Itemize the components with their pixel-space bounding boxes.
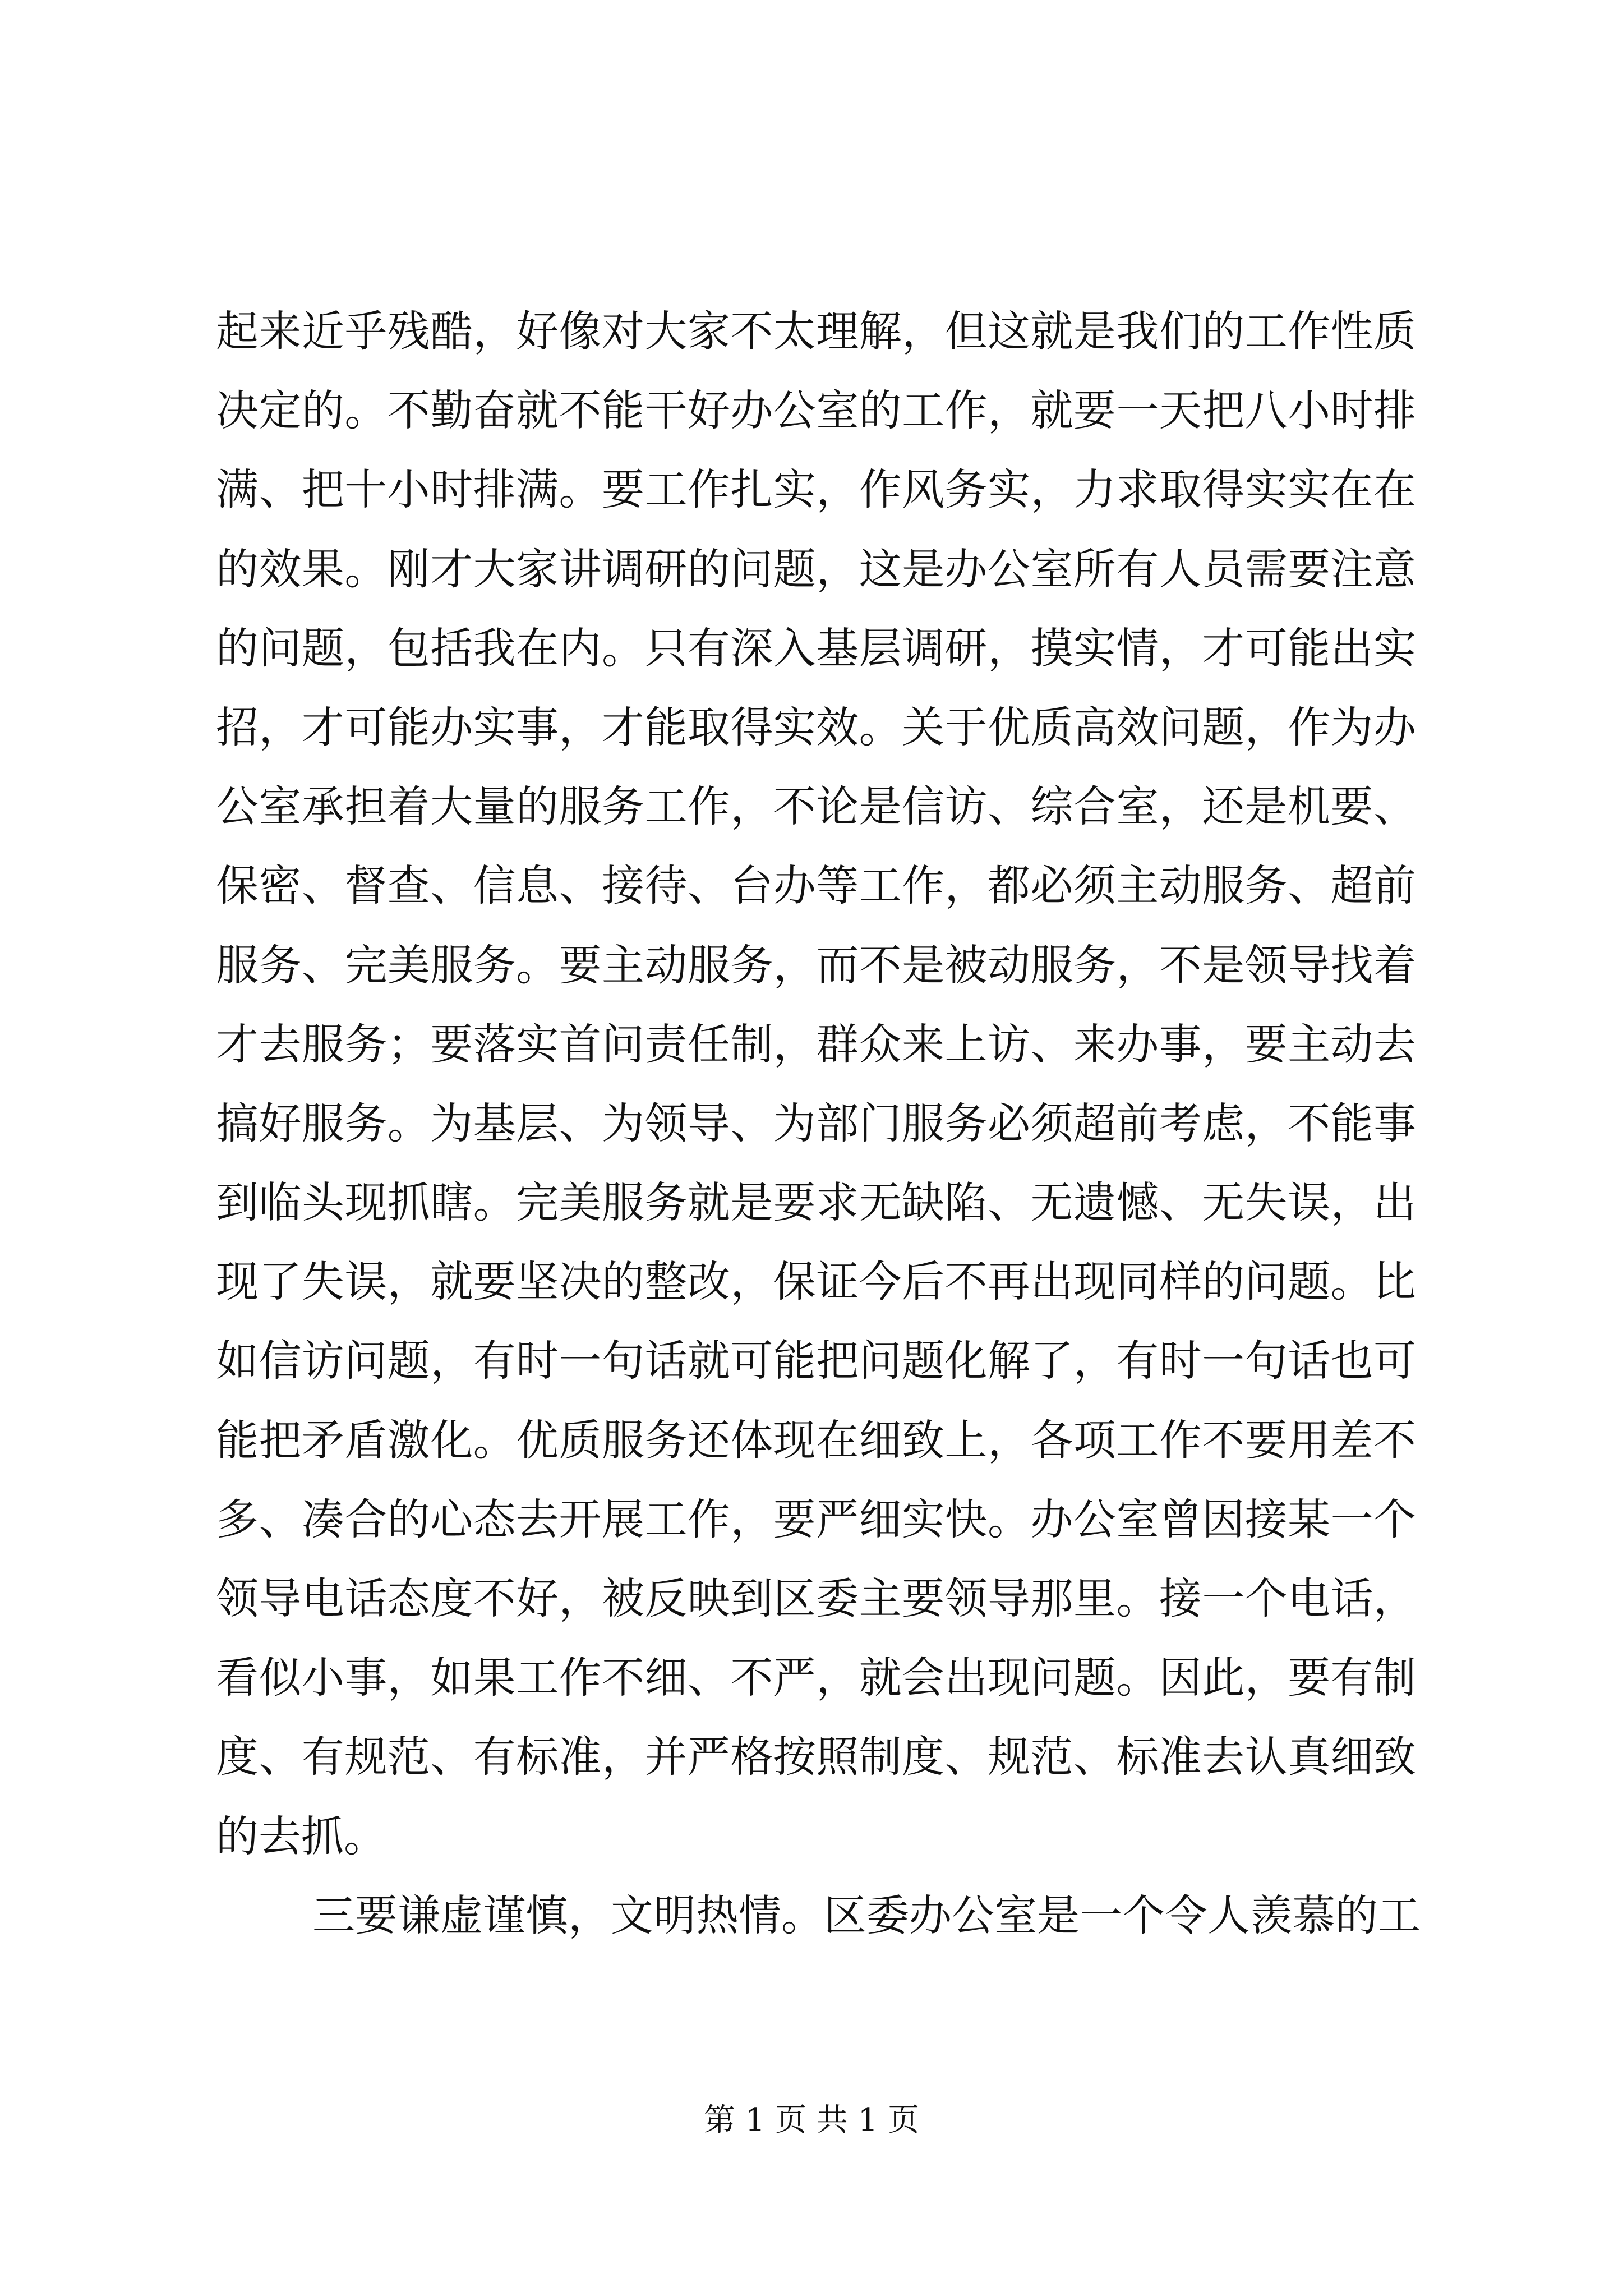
paragraph-1 — [216, 292, 1416, 1876]
text-line: 度、有规范、有标准，并严格按照制度、规范、标准去认真细致 — [216, 1732, 1416, 1782]
text-line: 才去服务；要落实首问责任制，群众来上访、来办事，要主动去 — [216, 1019, 1416, 1069]
text-line: 招，才可能办实事，才能取得实效。关于优质高效问题，作为办 — [216, 702, 1416, 752]
text-line: 领导电话态度不好，被反映到区委主要领导那里。接一个电话， — [216, 1573, 1416, 1623]
page-number-label: 第 1 页 共 1 页 — [703, 2102, 920, 2138]
text-line: 搞好服务。为基层、为领导、为部门服务必须超前考虑，不能事 — [216, 1098, 1416, 1148]
text-line: 的效果。刚才大家讲调研的问题，这是办公室所有人员需要注意 — [216, 544, 1416, 594]
text-line: 多、凑合的心态去开展工作，要严细实快。办公室曾因接某一个 — [216, 1494, 1416, 1544]
text-line: 如信访问题，有时一句话就可能把问题化解了，有时一句话也可 — [216, 1336, 1416, 1386]
text-line: 现了失误，就要坚决的整改，保证今后不再出现同样的问题。比 — [216, 1257, 1416, 1307]
page-footer — [0, 2098, 1623, 2143]
paragraph-2 — [216, 1876, 1421, 1955]
text-line: 的问题，包括我在内。只有深入基层调研，摸实情，才可能出实 — [216, 623, 1416, 673]
text-line: 到临头现抓瞎。完美服务就是要求无缺陷、无遗憾、无失误，出 — [216, 1177, 1416, 1228]
text-line: 服务、完美服务。要主动服务，而不是被动服务，不是领导找着 — [216, 940, 1416, 990]
document-body — [216, 292, 1421, 1955]
text-line: 决定的。不勤奋就不能干好办公室的工作，就要一天把八小时排 — [216, 385, 1416, 436]
text-line: 公室承担着大量的服务工作，不论是信访、综合室，还是机要、 — [216, 781, 1416, 832]
text-line: 满、把十小时排满。要工作扎实，作风务实，力求取得实实在在 — [216, 464, 1416, 515]
text-line: 能把矛盾激化。优质服务还体现在细致上，各项工作不要用差不 — [216, 1415, 1416, 1465]
text-line: 看似小事，如果工作不细、不严，就会出现问题。因此，要有制 — [216, 1653, 1416, 1703]
text-line: 起来近乎残酷，好像对大家不太理解，但这就是我们的工作性质 — [216, 306, 1416, 356]
text-line: 的去抓。 — [216, 1811, 386, 1861]
text-line: 三要谦虚谨慎，文明热情。区委办公室是一个令人羡慕的工 — [312, 1890, 1421, 1940]
text-line: 保密、督查、信息、接待、台办等工作，都必须主动服务、超前 — [216, 861, 1416, 911]
